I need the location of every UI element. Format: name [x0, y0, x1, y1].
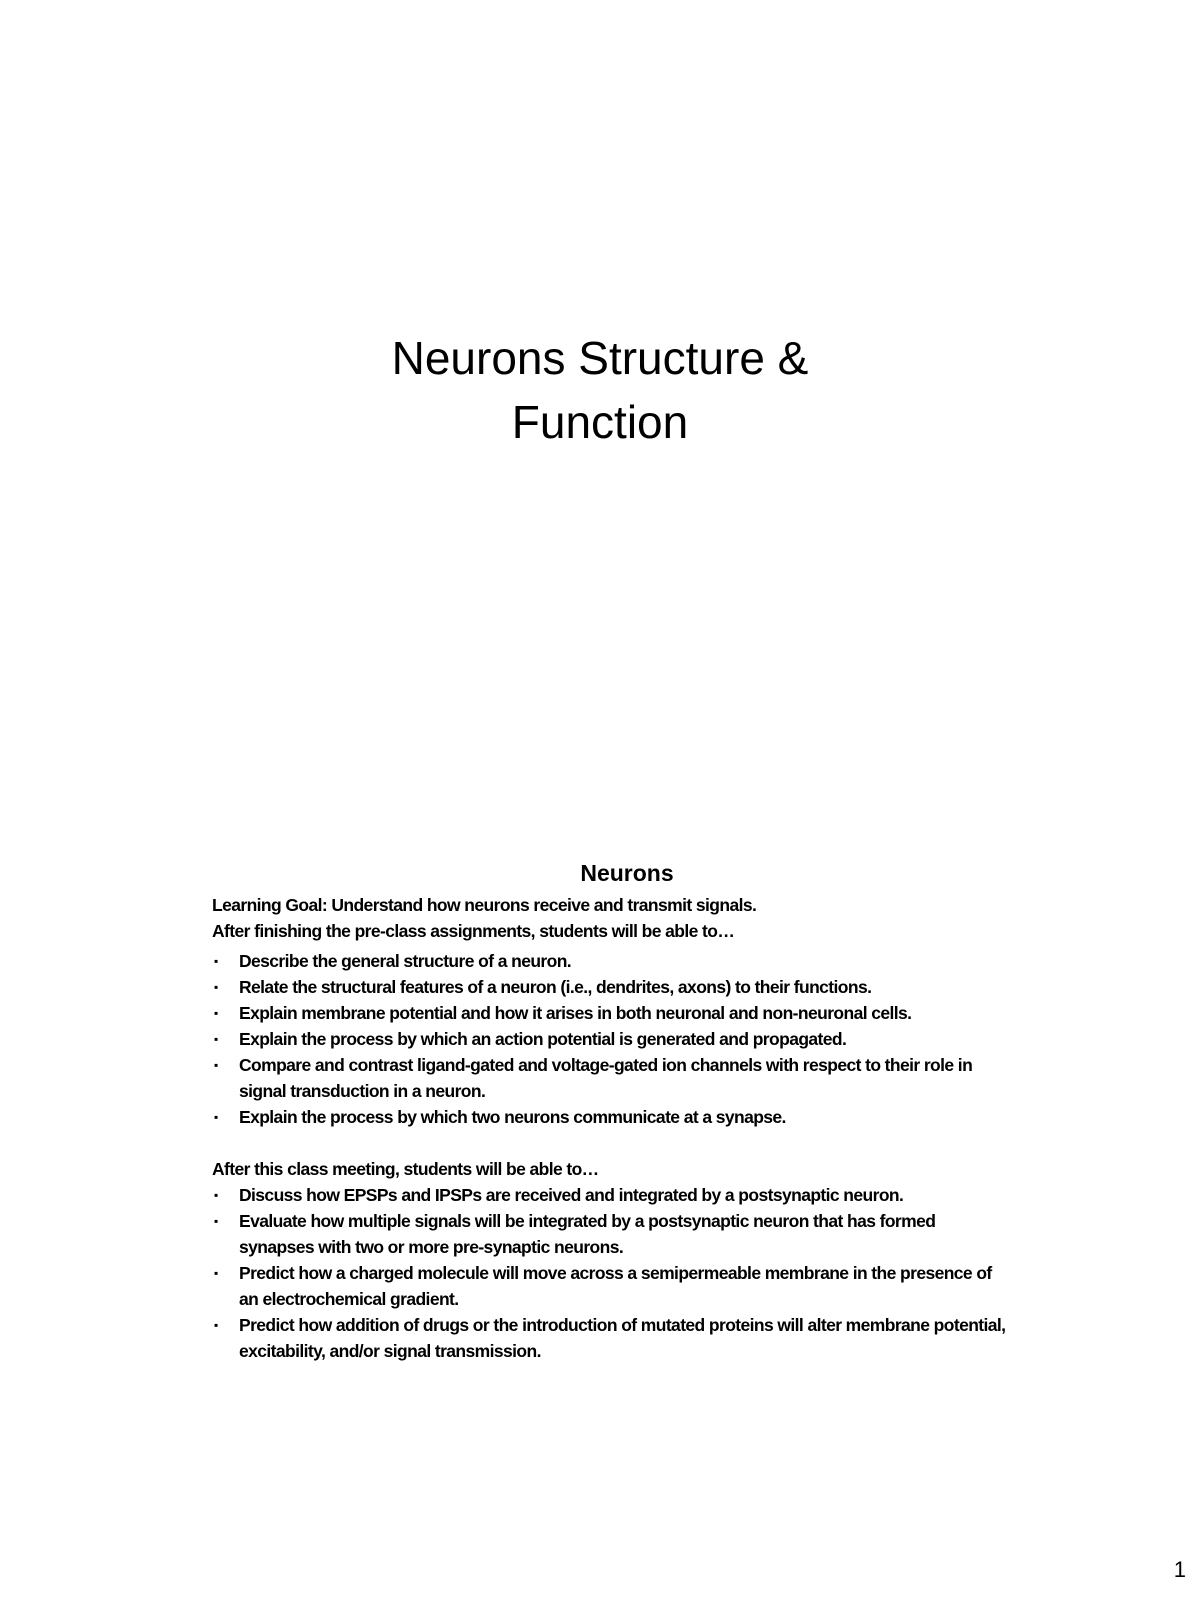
- list-item-text: Explain membrane potential and how it arises in both neuronal and non-neuronal cells.: [239, 1003, 912, 1023]
- list-item: [212, 1182, 1012, 1208]
- list-item-text: Evaluate how multiple signals will be integrated by a postsynaptic neuron that has formed synapses with two or more pre-synaptic neurons.: [239, 1211, 936, 1257]
- bullet-icon: ▪: [214, 980, 218, 994]
- bullet-icon: ▪: [214, 1032, 218, 1046]
- list-item-text: Explain the process by which two neurons communicate at a synapse.: [239, 1107, 786, 1127]
- list-item: [212, 1000, 1012, 1026]
- list-item: [212, 1260, 1012, 1312]
- slide-heading: Neurons: [580, 860, 674, 886]
- bullet-icon: ▪: [214, 1006, 218, 1020]
- list-item: [212, 948, 1012, 974]
- list-item: [212, 1026, 1012, 1052]
- list-item: [212, 1052, 1012, 1104]
- post-class-intro: After this class meeting, students will be able to…: [212, 1159, 599, 1179]
- bullet-icon: ▪: [214, 1214, 218, 1228]
- list-item: [212, 974, 1012, 1000]
- list-item-text: Explain the process by which an action potential is generated and propagated.: [239, 1029, 847, 1049]
- list-item-text: Predict how addition of drugs or the introduction of mutated proteins will alter membrane potential, excitability, and/or signal transmission.: [239, 1315, 1006, 1361]
- list-item-text: Compare and contrast ligand-gated and voltage-gated ion channels with respect to their role in signal transduction in a neuron.: [239, 1055, 973, 1101]
- page-number: 1: [1173, 1557, 1186, 1582]
- slide-title-line-2: Function: [511, 396, 689, 448]
- bullet-icon: ▪: [214, 1058, 218, 1072]
- pre-class-objectives-list: [212, 948, 1012, 1130]
- learning-goal: Learning Goal: Understand how neurons receive and transmit signals.: [212, 895, 757, 915]
- list-item-text: Discuss how EPSPs and IPSPs are received and integrated by a postsynaptic neuron.: [239, 1185, 904, 1205]
- list-item-text: Predict how a charged molecule will move across a semipermeable membrane in the presence of an electrochemical gradient.: [239, 1263, 992, 1309]
- learning-objectives-slide: [212, 858, 1012, 1364]
- bullet-icon: ▪: [214, 1266, 218, 1280]
- post-class-objectives-list: [212, 1182, 1012, 1364]
- slide-title-line-1: Neurons Structure &: [391, 332, 809, 384]
- bullet-icon: ▪: [214, 1318, 218, 1332]
- list-item: [212, 1208, 1012, 1260]
- spacer: [212, 1130, 1012, 1156]
- bullet-icon: ▪: [214, 1110, 218, 1124]
- bullet-icon: ▪: [214, 1188, 218, 1202]
- slide-title: [0, 326, 1200, 454]
- list-item-text: Describe the general structure of a neuron.: [239, 951, 572, 971]
- bullet-icon: ▪: [214, 954, 218, 968]
- list-item-text: Relate the structural features of a neuron (i.e., dendrites, axons) to their functions.: [239, 977, 872, 997]
- list-item: [212, 1104, 1012, 1130]
- pre-class-intro: After finishing the pre-class assignments, students will be able to…: [212, 921, 735, 941]
- list-item: [212, 1312, 1012, 1364]
